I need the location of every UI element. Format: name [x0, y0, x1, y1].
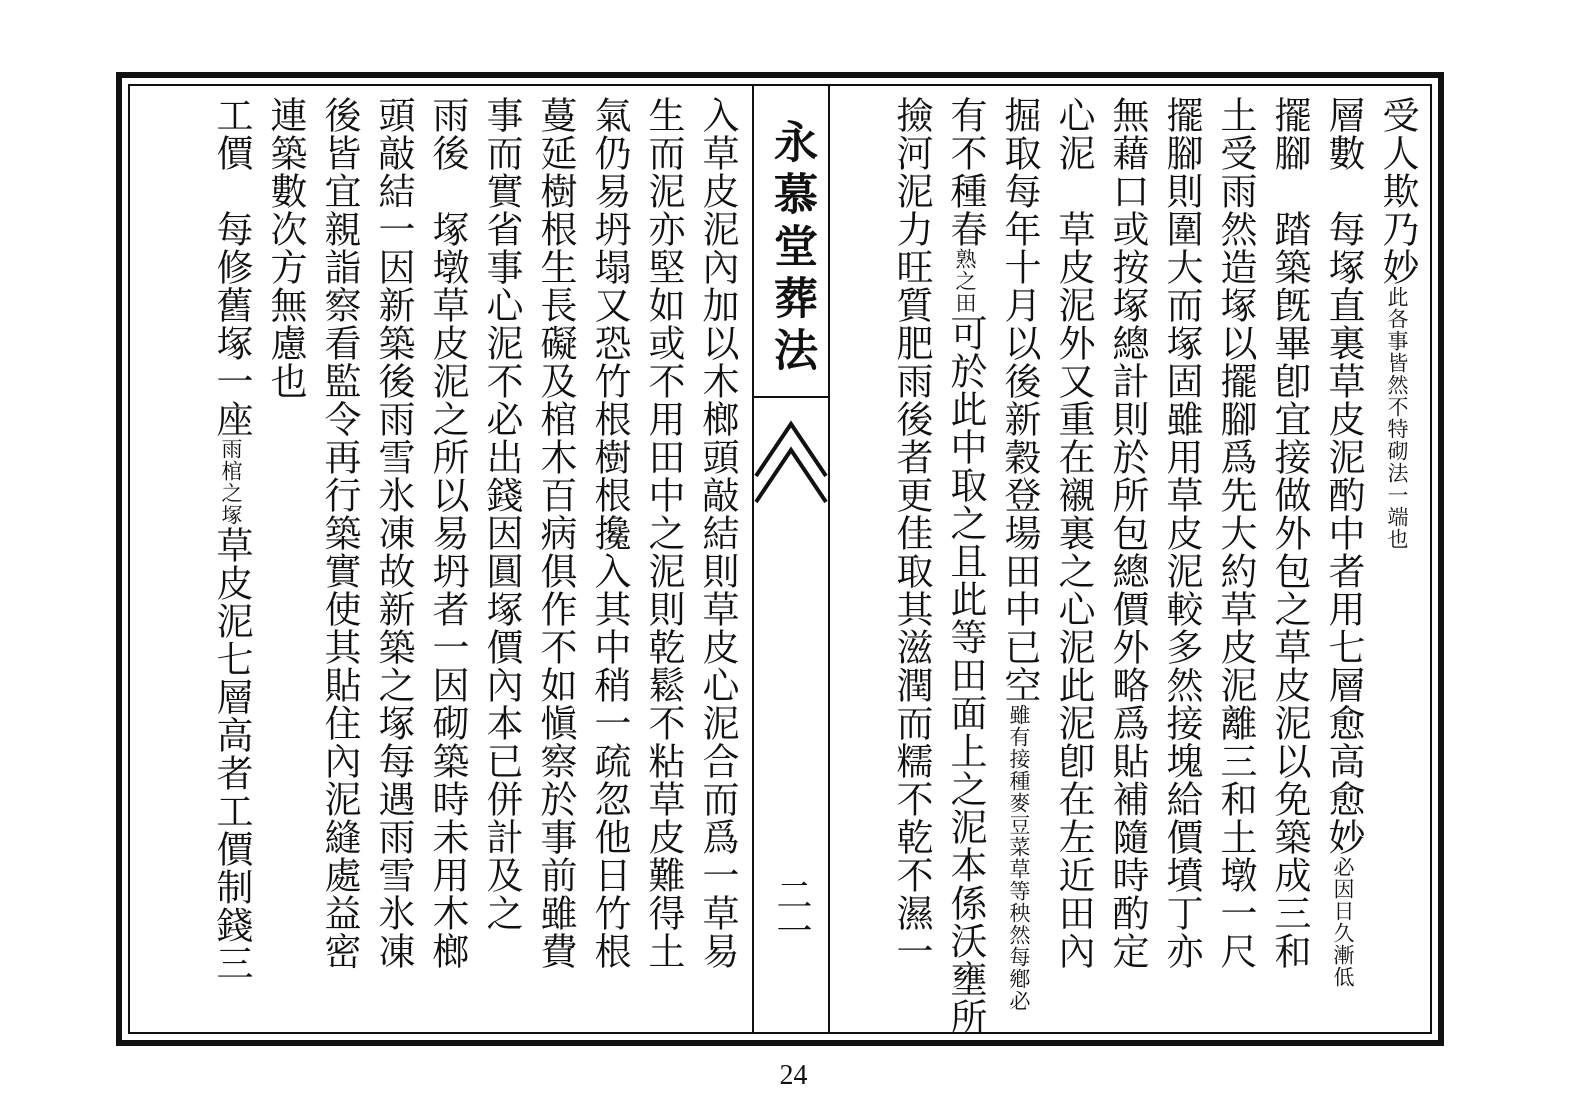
text-column: 頭敲結一因新築後雨雪氷凍故新築之塚每遇雨雪氷凍 — [372, 96, 415, 970]
text-column: 層數 每塚直裏草皮泥酌中者用七層愈高愈妙必因日久漸低 — [1322, 96, 1365, 988]
text-column: 蔓延樹根生長礙及棺木百病俱作不如愼察於事前雖費 — [534, 96, 577, 970]
text-column: 生而泥亦堅如或不用田中之泥則乾鬆不粘草皮難得土 — [642, 96, 685, 970]
text-column: 撿河泥力旺質肥雨後者更佳取其滋潤而糯不乾不濕一 — [890, 96, 933, 970]
right-page — [830, 86, 1430, 1036]
text-column: 有不種春熟之田可於此中取之且此等田面上之泥本係沃壅所 — [944, 96, 987, 1036]
page-frame — [116, 72, 1444, 1046]
fishtail-ornament — [754, 406, 828, 516]
text-column: 事而實省事心泥不必出錢因圓塚價內本已併計及之 — [480, 96, 523, 932]
text-column: 連築數次方無慮也 — [264, 96, 307, 400]
text-column: 受人欺乃妙此各事皆然不特砌法一端也 — [1376, 96, 1419, 550]
text-column: 後皆宜親詣察看監令再行築實使其貼住內泥縫處益密 — [318, 96, 361, 970]
text-column: 土受雨然造塚以擺腳爲先大約草皮泥離三和土墩一尺 — [1214, 96, 1257, 970]
text-column: 入草皮泥內加以木榔頭敲結則草皮心泥合而爲一草易 — [696, 96, 739, 970]
inner-border — [128, 84, 1432, 1034]
text-column: 擺腳則圍大而塚固雖用草皮泥較多然接塊給價墳丁亦 — [1160, 96, 1203, 970]
book-title: 永慕堂葬法 — [766, 119, 817, 379]
text-column: 雨後 塚墩草皮泥之所以易坍者一因砌築時未用木榔 — [426, 96, 469, 970]
page-number: 24 — [779, 1060, 808, 1091]
book-spine — [752, 86, 830, 1032]
text-column: 心泥 草皮泥外又重在襯裏之心泥此泥卽在左近田內 — [1052, 96, 1095, 970]
spine-divider — [754, 396, 828, 398]
text-column: 氣仍易坍塌又恐竹根樹根攙入其中稍一疏忽他日竹根 — [588, 96, 631, 970]
text-column: 無藉口或按塚總計則於所包總價外略爲貼補隨時酌定 — [1106, 96, 1149, 970]
text-column: 擺腳 踏築旣畢卽宜接做外包之草皮泥以免築成三和 — [1268, 96, 1311, 970]
left-page — [130, 86, 750, 1032]
text-column: 工價 每修舊塚一座雨棺之塚草皮泥七層高者工價制錢三 — [210, 96, 253, 982]
text-column: 掘取每年十月以後新穀登場田中已空雖有接種麥豆菜草等秧然每鄕必 — [998, 96, 1041, 1012]
folio-number: 二一 — [771, 876, 812, 948]
